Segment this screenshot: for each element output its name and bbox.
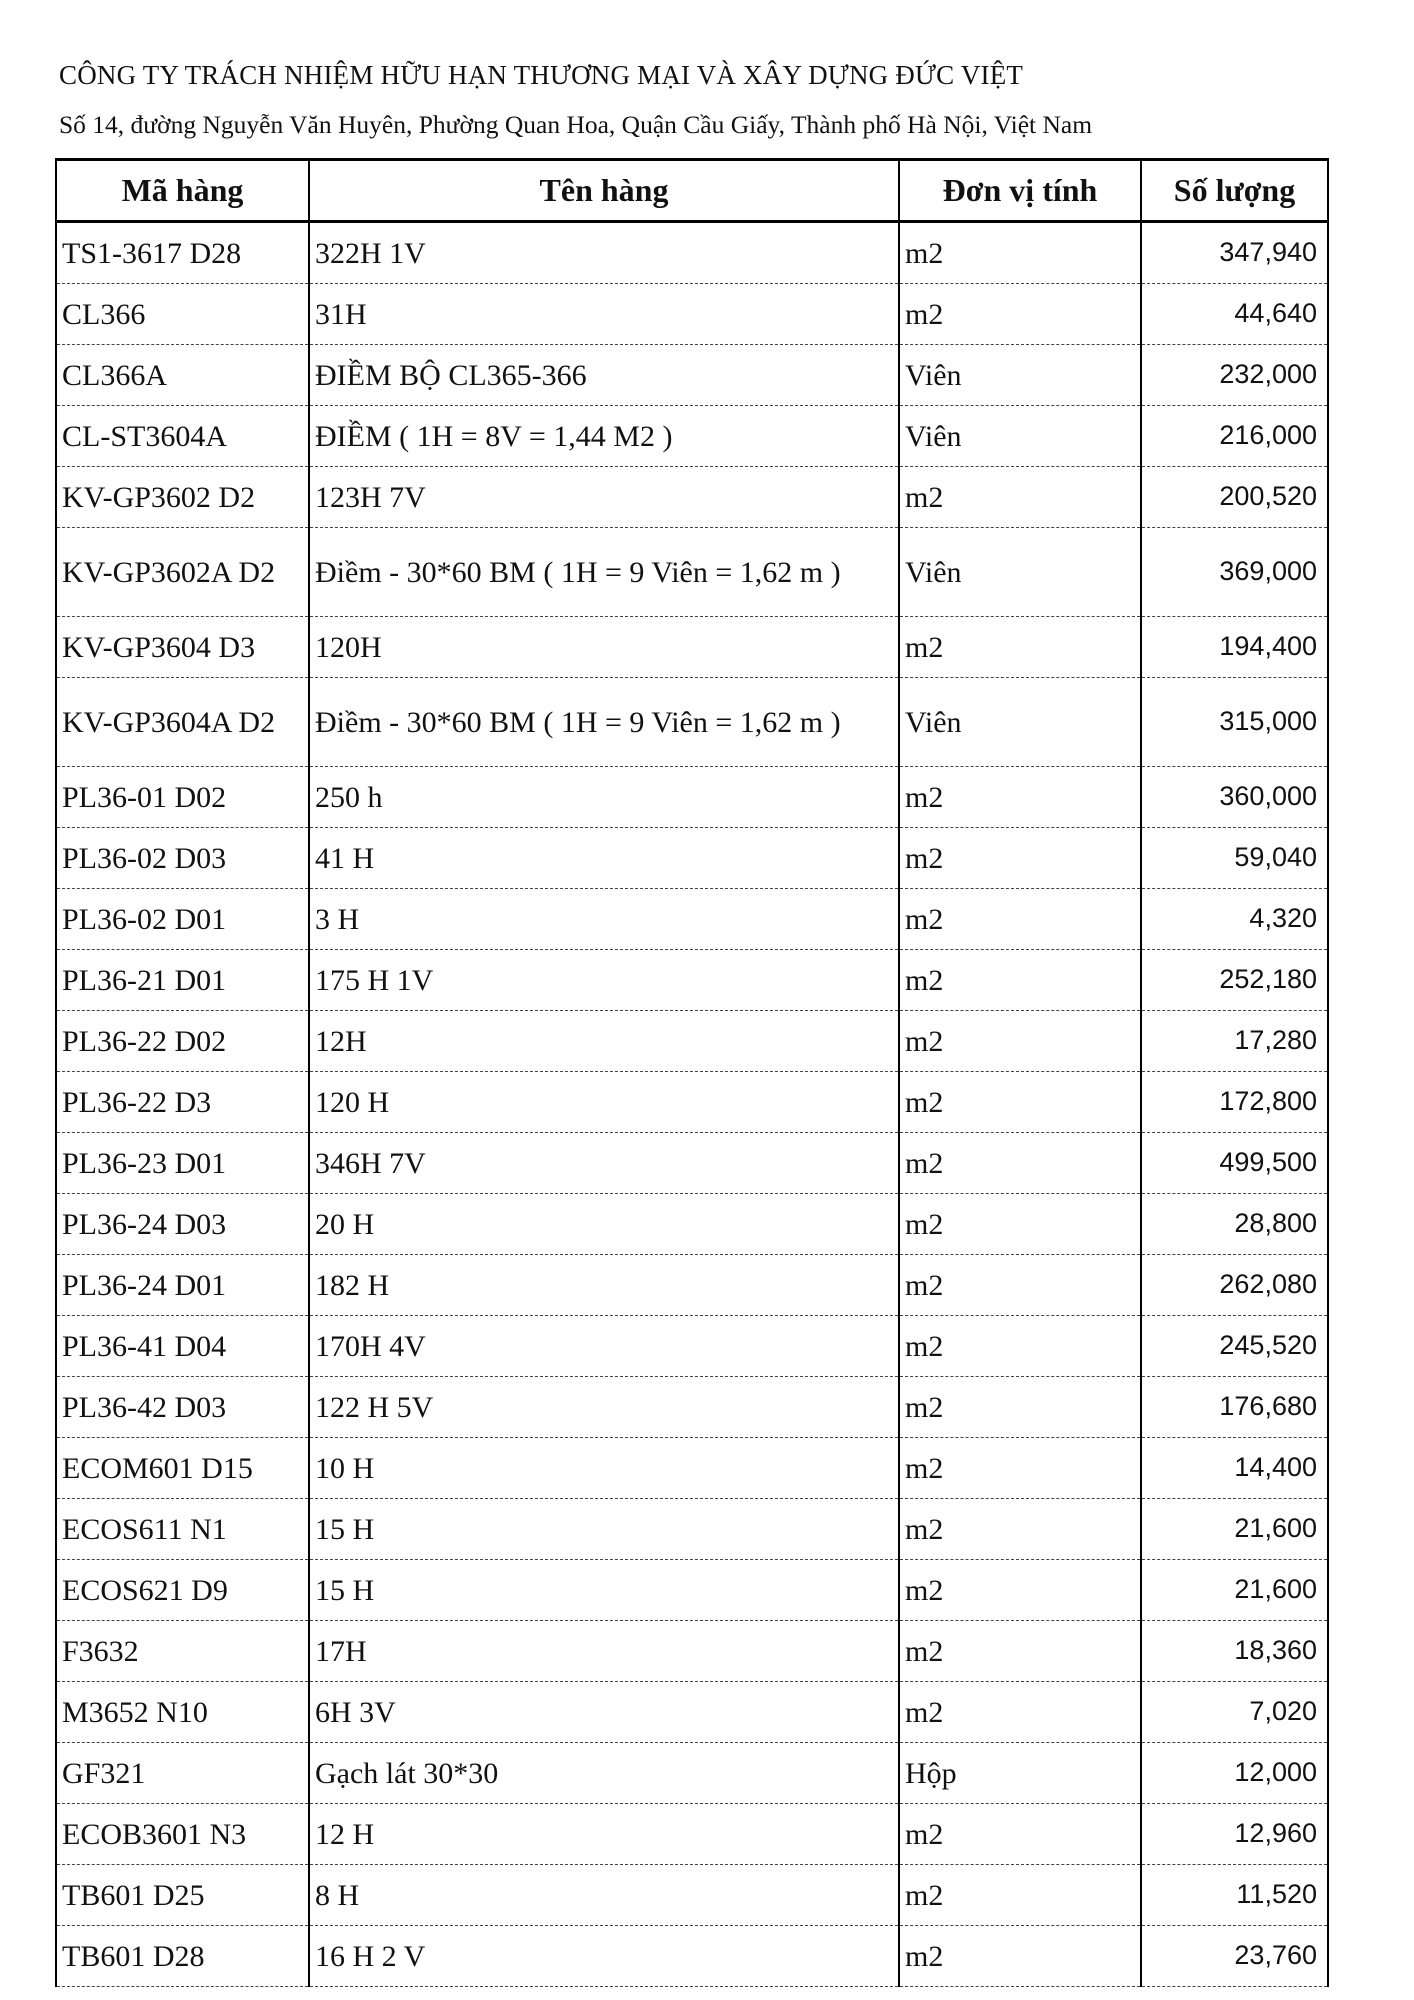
cell-unit: m2 <box>899 1133 1141 1194</box>
table-row <box>56 1255 1328 1316</box>
cell-code: PL36-02 D01 <box>56 889 309 950</box>
cell-code: ECOB3601 N3 <box>56 1804 309 1865</box>
cell-quantity: 262,080 <box>1141 1255 1328 1316</box>
cell-name: 15 H <box>309 1499 899 1560</box>
column-header-name: Tên hàng <box>309 160 899 222</box>
cell-unit: Hộp <box>899 1743 1141 1804</box>
cell-unit: m2 <box>899 1377 1141 1438</box>
cell-code: PL36-24 D01 <box>56 1255 309 1316</box>
company-name: CÔNG TY TRÁCH NHIỆM HỮU HẠN THƯƠNG MẠI VÀ XÂY DỰNG ĐỨC VIỆT <box>59 60 1024 90</box>
cell-quantity: 315,000 <box>1141 678 1328 767</box>
cell-unit: m2 <box>899 1926 1141 1987</box>
table-body <box>56 222 1328 1987</box>
table-header-row <box>56 160 1328 222</box>
table-row <box>56 1621 1328 1682</box>
cell-name: 20 H <box>309 1194 899 1255</box>
cell-name: 10 H <box>309 1438 899 1499</box>
cell-name: 182 H <box>309 1255 899 1316</box>
cell-quantity: 12,000 <box>1141 1743 1328 1804</box>
cell-unit: m2 <box>899 222 1141 284</box>
cell-quantity: 369,000 <box>1141 528 1328 617</box>
table-row <box>56 1194 1328 1255</box>
table-row <box>56 1804 1328 1865</box>
table-row <box>56 767 1328 828</box>
table-row <box>56 467 1328 528</box>
table-row <box>56 1682 1328 1743</box>
cell-name: 15 H <box>309 1560 899 1621</box>
cell-code: CL366 <box>56 284 309 345</box>
cell-name: 8 H <box>309 1865 899 1926</box>
table-row <box>56 1926 1328 1987</box>
cell-quantity: 194,400 <box>1141 617 1328 678</box>
column-header-code: Mã hàng <box>56 160 309 222</box>
company-address: Số 14, đường Nguyễn Văn Huyên, Phường Quan Hoa, Quận Cầu Giấy, Thành phố Hà Nội, Việt Nam <box>59 110 1093 139</box>
goods-table <box>55 158 1329 1987</box>
cell-quantity: 12,960 <box>1141 1804 1328 1865</box>
cell-quantity: 347,940 <box>1141 222 1328 284</box>
cell-code: PL36-22 D3 <box>56 1072 309 1133</box>
cell-code: KV-GP3604 D3 <box>56 617 309 678</box>
cell-quantity: 245,520 <box>1141 1316 1328 1377</box>
cell-name: 41 H <box>309 828 899 889</box>
table-row <box>56 406 1328 467</box>
cell-name: ĐIỀM BỘ CL365-366 <box>309 345 899 406</box>
cell-name: Điềm - 30*60 BM ( 1H = 9 Viên = 1,62 m ) <box>309 528 899 617</box>
cell-name: 346H 7V <box>309 1133 899 1194</box>
cell-quantity: 200,520 <box>1141 467 1328 528</box>
cell-code: PL36-01 D02 <box>56 767 309 828</box>
table-row <box>56 222 1328 284</box>
cell-unit: m2 <box>899 1072 1141 1133</box>
table-row <box>56 1438 1328 1499</box>
cell-name: 322H 1V <box>309 222 899 284</box>
cell-code: CL366A <box>56 345 309 406</box>
cell-quantity: 23,760 <box>1141 1926 1328 1987</box>
cell-name: 3 H <box>309 889 899 950</box>
cell-unit: m2 <box>899 1255 1141 1316</box>
cell-name: ĐIỀM ( 1H = 8V = 1,44 M2 ) <box>309 406 899 467</box>
cell-code: KV-GP3604A D2 <box>56 678 309 767</box>
table-row <box>56 1560 1328 1621</box>
cell-name: 6H 3V <box>309 1682 899 1743</box>
cell-name: 12 H <box>309 1804 899 1865</box>
cell-code: KV-GP3602 D2 <box>56 467 309 528</box>
cell-unit: m2 <box>899 1499 1141 1560</box>
cell-unit: m2 <box>899 467 1141 528</box>
table-row <box>56 889 1328 950</box>
cell-unit: m2 <box>899 1804 1141 1865</box>
cell-code: M3652 N10 <box>56 1682 309 1743</box>
cell-code: ECOS611 N1 <box>56 1499 309 1560</box>
cell-code: F3632 <box>56 1621 309 1682</box>
cell-unit: m2 <box>899 1011 1141 1072</box>
cell-quantity: 7,020 <box>1141 1682 1328 1743</box>
table-row <box>56 1133 1328 1194</box>
cell-unit: Viên <box>899 406 1141 467</box>
table-row <box>56 950 1328 1011</box>
table-row <box>56 1865 1328 1926</box>
cell-name: 17H <box>309 1621 899 1682</box>
cell-unit: m2 <box>899 1560 1141 1621</box>
cell-quantity: 59,040 <box>1141 828 1328 889</box>
cell-quantity: 21,600 <box>1141 1560 1328 1621</box>
cell-code: GF321 <box>56 1743 309 1804</box>
cell-unit: m2 <box>899 950 1141 1011</box>
cell-code: PL36-42 D03 <box>56 1377 309 1438</box>
column-header-quantity: Số lượng <box>1141 160 1328 222</box>
cell-name: 122 H 5V <box>309 1377 899 1438</box>
table-row <box>56 528 1328 617</box>
cell-unit: m2 <box>899 1316 1141 1377</box>
cell-quantity: 28,800 <box>1141 1194 1328 1255</box>
cell-quantity: 360,000 <box>1141 767 1328 828</box>
cell-name: 123H 7V <box>309 467 899 528</box>
table-row <box>56 345 1328 406</box>
cell-name: 250 h <box>309 767 899 828</box>
cell-unit: m2 <box>899 828 1141 889</box>
cell-code: ECOM601 D15 <box>56 1438 309 1499</box>
cell-code: PL36-02 D03 <box>56 828 309 889</box>
cell-unit: m2 <box>899 284 1141 345</box>
cell-unit: m2 <box>899 1194 1141 1255</box>
cell-unit: m2 <box>899 1438 1141 1499</box>
cell-name: 120 H <box>309 1072 899 1133</box>
table-row <box>56 284 1328 345</box>
cell-code: TB601 D28 <box>56 1926 309 1987</box>
table-row <box>56 1499 1328 1560</box>
cell-code: TS1-3617 D28 <box>56 222 309 284</box>
cell-unit: m2 <box>899 767 1141 828</box>
table-row <box>56 1743 1328 1804</box>
cell-code: KV-GP3602A D2 <box>56 528 309 617</box>
cell-unit: m2 <box>899 1865 1141 1926</box>
cell-unit: Viên <box>899 528 1141 617</box>
cell-code: CL-ST3604A <box>56 406 309 467</box>
table-row <box>56 1316 1328 1377</box>
cell-code: TB601 D25 <box>56 1865 309 1926</box>
cell-unit: m2 <box>899 889 1141 950</box>
cell-code: PL36-41 D04 <box>56 1316 309 1377</box>
cell-unit: m2 <box>899 617 1141 678</box>
cell-quantity: 176,680 <box>1141 1377 1328 1438</box>
table-row <box>56 678 1328 767</box>
cell-name: 31H <box>309 284 899 345</box>
cell-name: 16 H 2 V <box>309 1926 899 1987</box>
cell-name: Gạch lát 30*30 <box>309 1743 899 1804</box>
cell-code: PL36-22 D02 <box>56 1011 309 1072</box>
cell-quantity: 232,000 <box>1141 345 1328 406</box>
cell-code: ECOS621 D9 <box>56 1560 309 1621</box>
cell-quantity: 11,520 <box>1141 1865 1328 1926</box>
cell-code: PL36-24 D03 <box>56 1194 309 1255</box>
cell-quantity: 172,800 <box>1141 1072 1328 1133</box>
cell-unit: m2 <box>899 1621 1141 1682</box>
cell-name: 170H 4V <box>309 1316 899 1377</box>
cell-unit: m2 <box>899 1682 1141 1743</box>
table-row <box>56 617 1328 678</box>
cell-quantity: 216,000 <box>1141 406 1328 467</box>
table-row <box>56 1377 1328 1438</box>
table-row <box>56 1072 1328 1133</box>
column-header-unit: Đơn vị tính <box>899 160 1141 222</box>
cell-name: 175 H 1V <box>309 950 899 1011</box>
cell-quantity: 18,360 <box>1141 1621 1328 1682</box>
cell-name: Điềm - 30*60 BM ( 1H = 9 Viên = 1,62 m ) <box>309 678 899 767</box>
cell-quantity: 252,180 <box>1141 950 1328 1011</box>
cell-quantity: 499,500 <box>1141 1133 1328 1194</box>
cell-quantity: 21,600 <box>1141 1499 1328 1560</box>
table-row <box>56 828 1328 889</box>
cell-unit: Viên <box>899 678 1141 767</box>
cell-name: 12H <box>309 1011 899 1072</box>
cell-quantity: 14,400 <box>1141 1438 1328 1499</box>
cell-name: 120H <box>309 617 899 678</box>
cell-quantity: 4,320 <box>1141 889 1328 950</box>
cell-quantity: 44,640 <box>1141 284 1328 345</box>
cell-code: PL36-21 D01 <box>56 950 309 1011</box>
cell-unit: Viên <box>899 345 1141 406</box>
table-row <box>56 1011 1328 1072</box>
cell-code: PL36-23 D01 <box>56 1133 309 1194</box>
cell-quantity: 17,280 <box>1141 1011 1328 1072</box>
